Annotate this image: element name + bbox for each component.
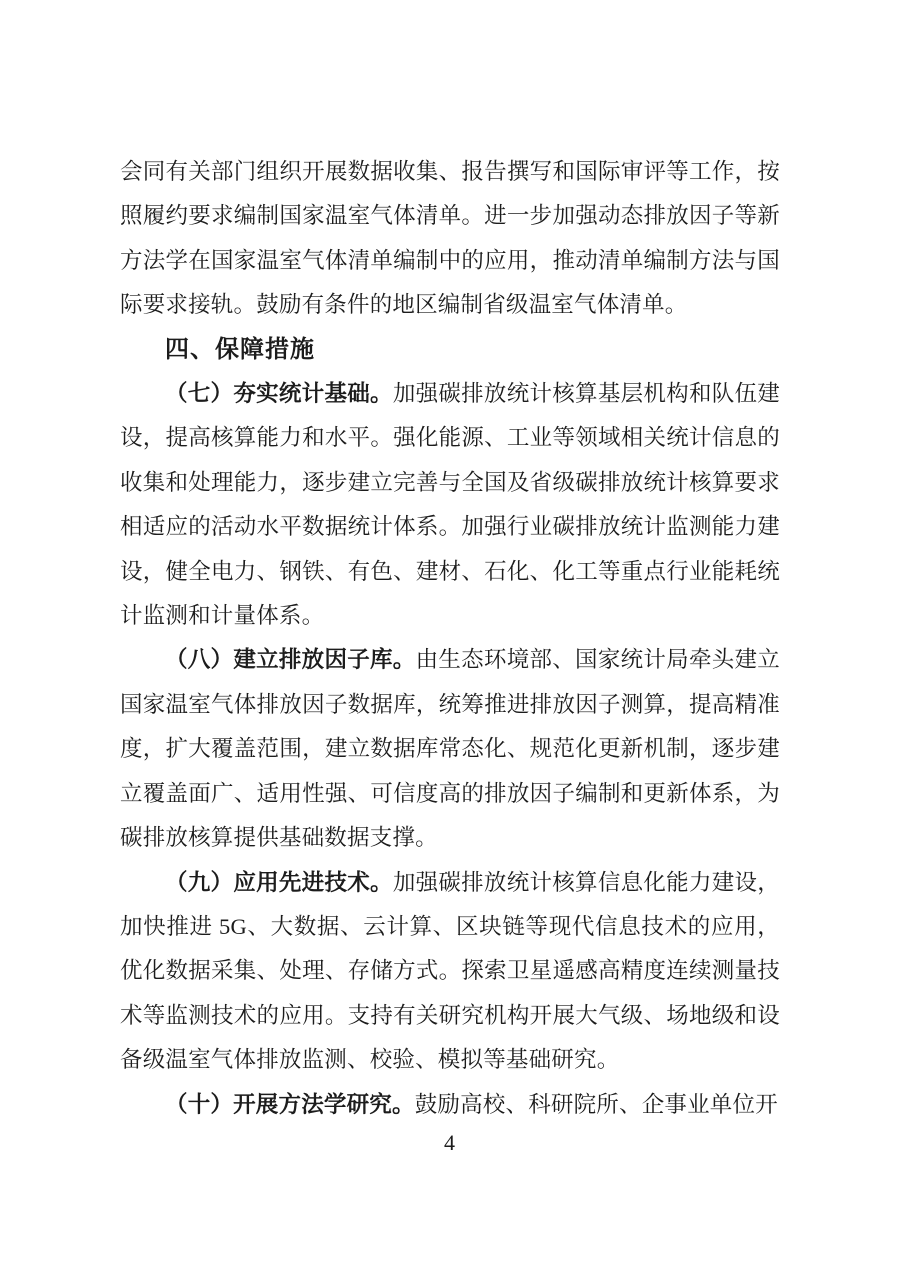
paragraph-9-lead: （九）应用先进技术。 xyxy=(165,869,393,895)
paragraph-item-9 xyxy=(120,861,780,1083)
document-body xyxy=(120,150,780,1127)
paragraph-10-lead: （十）开展方法学研究。 xyxy=(165,1091,415,1117)
paragraph-7-lead: （七）夯实统计基础。 xyxy=(165,381,393,407)
paragraph-8-lead: （八）建立排放因子库。 xyxy=(165,647,416,673)
paragraph-8-text: 由生态环境部、国家统计局牵头建立国家温室气体排放因子数据库，统筹推进排放因子测算，提高精准度，扩大覆盖范围，建立数据库常态化、规范化更新机制，逐步建立覆盖面广、适用性强、可信度高的排放因子编制和更新体系，为碳排放核算提供基础数据支撑。 xyxy=(120,647,781,851)
paragraph-7-text: 加强碳排放统计核算基层机构和队伍建设，提高核算能力和水平。强化能源、工业等领域相关统计信息的收集和处理能力，逐步建立完善与全国及省级碳排放统计核算要求相适应的活动水平数据统计体系。加强行业碳排放统计监测能力建设，健全电力、钢铁、有色、建材、石化、化工等重点行业能耗统计监测和计量体系。 xyxy=(120,381,780,629)
paragraph-item-7 xyxy=(120,372,780,638)
paragraph-continuation: 会同有关部门组织开展数据收集、报告撰写和国际审评等工作，按照履约要求编制国家温室气体清单。进一步加强动态排放因子等新方法学在国家温室气体清单编制中的应用，推动清单编制方法与国际要求接轨。鼓励有条件的地区编制省级温室气体清单。 xyxy=(120,159,780,318)
section-heading: 四、保障措施 xyxy=(165,335,315,363)
paragraph-item-8 xyxy=(120,638,780,860)
paragraph-10-text: 鼓励高校、科研院所、企事业单位开 xyxy=(414,1091,778,1117)
page-number: 4 xyxy=(444,1130,455,1155)
paragraph-9-text: 加强碳排放统计核算信息化能力建设，加快推进 5G、大数据、云计算、区块链等现代信息技术的应用，优化数据采集、处理、存储方式。探索卫星遥感高精度连续测量技术等监测技术的应用。支持有关研究机构开展大气级、场地级和设备级温室气体排放监测、校验、模拟等基础研究。 xyxy=(120,869,780,1073)
